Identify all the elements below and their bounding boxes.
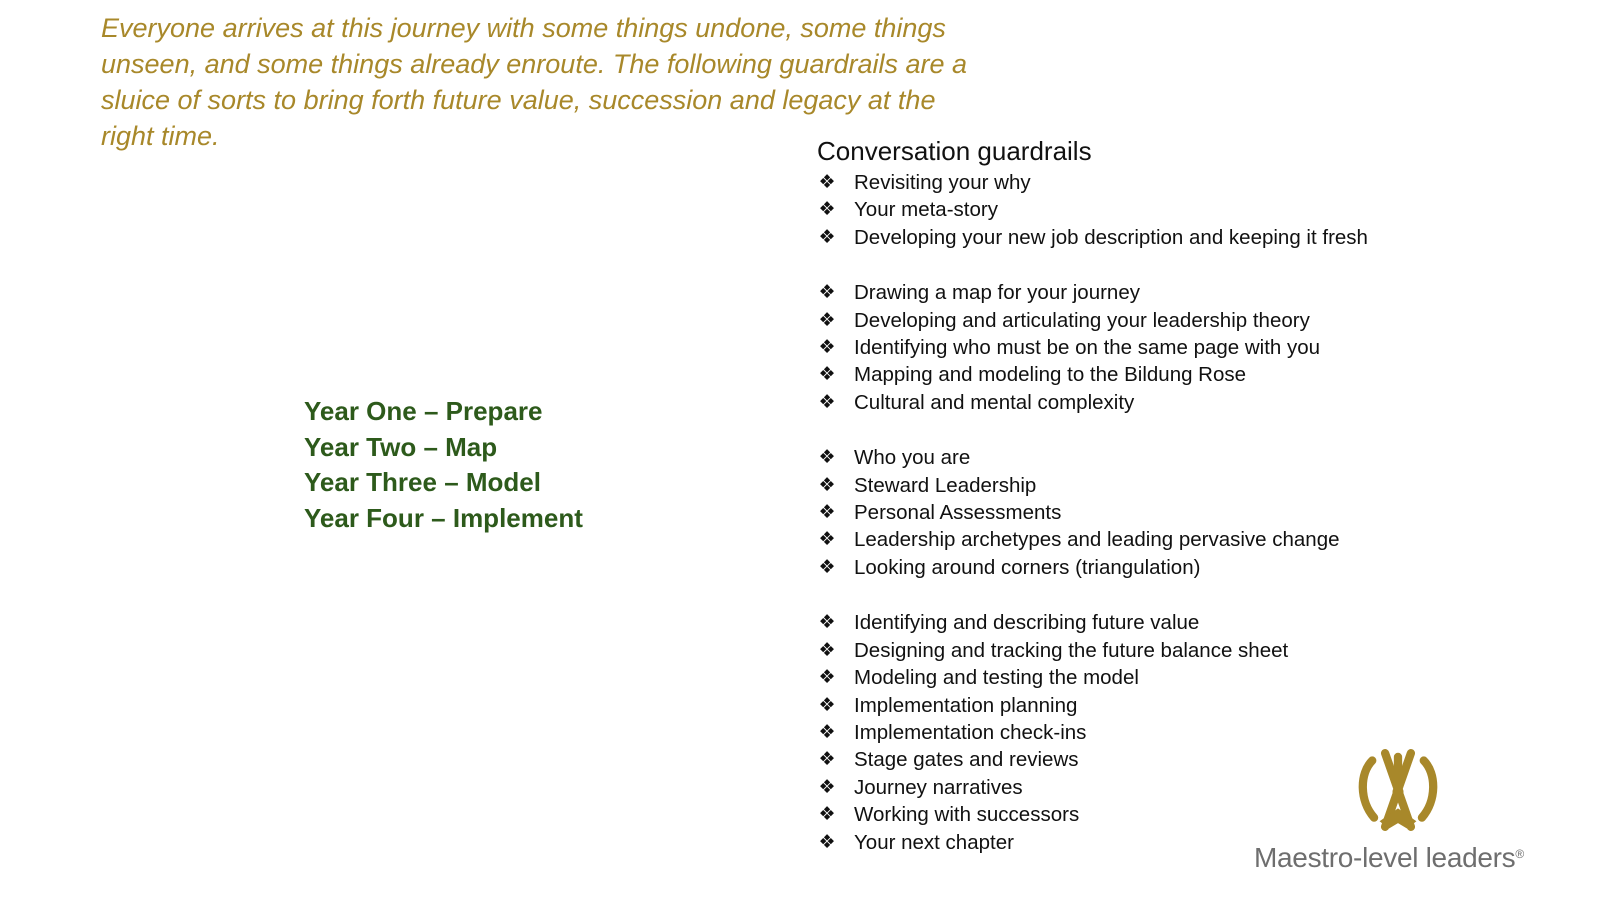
guardrail-item [817, 719, 1537, 746]
guardrail-item [817, 389, 1537, 416]
four-diamond-bullet-icon: ❖ [818, 308, 836, 331]
four-diamond-bullet-icon: ❖ [818, 446, 836, 469]
guardrail-item-label: Working with successors [854, 803, 1080, 827]
maestro-emblem-icon [1352, 744, 1444, 836]
guardrail-item-label: Designing and tracking the future balance sheet [854, 638, 1289, 662]
guardrail-item [817, 169, 1537, 196]
guardrail-item [817, 526, 1537, 553]
four-diamond-bullet-icon: ❖ [818, 830, 836, 853]
four-diamond-bullet-icon: ❖ [818, 611, 836, 634]
year-phases-list [304, 394, 583, 536]
guardrail-item-label: Drawing a map for your journey [854, 281, 1140, 305]
guardrail-item [817, 499, 1537, 526]
guardrail-item-label: Cultural and mental complexity [854, 390, 1135, 414]
guardrail-group [817, 279, 1537, 416]
four-diamond-bullet-icon: ❖ [818, 336, 836, 359]
guardrail-group [817, 444, 1537, 581]
four-diamond-bullet-icon: ❖ [818, 748, 836, 771]
year-phase-one: Year One – Prepare [304, 396, 543, 426]
guardrail-item [817, 224, 1537, 251]
guardrail-item [817, 279, 1537, 306]
four-diamond-bullet-icon: ❖ [818, 473, 836, 496]
four-diamond-bullet-icon: ❖ [818, 390, 836, 413]
four-diamond-bullet-icon: ❖ [818, 720, 836, 743]
guardrail-group [817, 169, 1537, 251]
year-phase-four: Year Four – Implement [304, 502, 583, 533]
guardrail-item [817, 444, 1537, 471]
guardrail-item-label: Your next chapter [854, 830, 1014, 854]
guardrail-item [817, 609, 1537, 636]
guardrail-item [817, 196, 1537, 223]
four-diamond-bullet-icon: ❖ [818, 775, 836, 798]
guardrail-item [817, 334, 1537, 361]
guardrail-item-label: Developing your new job description and keeping it fresh [854, 225, 1368, 249]
guardrail-item-label: Implementation planning [854, 693, 1078, 717]
guardrail-item-label: Steward Leadership [854, 473, 1037, 497]
guardrail-item-label: Stage gates and reviews [854, 748, 1079, 772]
guardrail-item-label: Who you are [854, 446, 971, 470]
guardrail-item-label: Revisiting your why [854, 171, 1031, 194]
guardrail-item-label: Leadership archetypes and leading pervasive change [854, 528, 1340, 552]
guardrail-item [817, 554, 1537, 581]
company-logo [1254, 744, 1554, 884]
guardrail-item-label: Your meta-story [854, 198, 998, 222]
year-phase-three: Year Three – Model [304, 467, 541, 497]
guardrail-item-label: Personal Assessments [854, 501, 1062, 525]
trademark-symbol: ® [1515, 847, 1524, 861]
four-diamond-bullet-icon: ❖ [818, 528, 836, 551]
guardrail-item [817, 472, 1537, 499]
logo-name: Maestro-level leaders [1254, 842, 1516, 873]
four-diamond-bullet-icon: ❖ [818, 171, 836, 193]
guardrail-item [817, 637, 1537, 664]
guardrail-item-label: Identifying who must be on the same page with you [854, 336, 1321, 360]
four-diamond-bullet-icon: ❖ [818, 225, 836, 248]
year-phase-two: Year Two – Map [304, 431, 498, 462]
four-diamond-bullet-icon: ❖ [818, 803, 836, 826]
intro-paragraph: Everyone arrives at this journey with some things undone, some things unseen, and some things already enroute. The following guardrails are a sluice of sorts to bring forth future value, succession and legacy at the right time. [101, 13, 968, 151]
guardrail-item [817, 664, 1537, 691]
guardrail-item-label: Modeling and testing the model [854, 666, 1139, 690]
guardrail-item-label: Looking around corners (triangulation) [854, 555, 1201, 579]
guardrail-item-label: Developing and articulating your leadership theory [854, 308, 1310, 332]
four-diamond-bullet-icon: ❖ [818, 693, 836, 716]
four-diamond-bullet-icon: ❖ [818, 281, 836, 304]
four-diamond-bullet-icon: ❖ [818, 501, 836, 524]
guardrail-item [817, 361, 1537, 388]
four-diamond-bullet-icon: ❖ [818, 198, 836, 221]
guardrail-item [817, 692, 1537, 719]
four-diamond-bullet-icon: ❖ [818, 363, 836, 386]
guardrails-title: Conversation guardrails [817, 136, 1092, 166]
four-diamond-bullet-icon: ❖ [818, 555, 836, 578]
guardrail-item-label: Identifying and describing future value [854, 611, 1200, 635]
guardrail-item-label: Journey narratives [854, 775, 1023, 799]
four-diamond-bullet-icon: ❖ [818, 638, 836, 661]
guardrail-item-label: Implementation check-ins [854, 720, 1087, 744]
guardrail-item-label: Mapping and modeling to the Bildung Rose [854, 363, 1247, 387]
guardrail-item [817, 307, 1537, 334]
logo-wordmark [1254, 842, 1554, 874]
four-diamond-bullet-icon: ❖ [818, 666, 836, 689]
